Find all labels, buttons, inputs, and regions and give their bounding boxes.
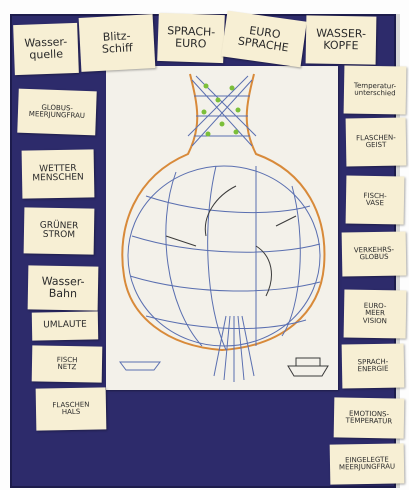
card-eingelegtemeerjungfrau: EINGELEGTE MEERJUNGFRAU [330, 443, 405, 484]
ship [120, 362, 160, 370]
card-gruenerstrom: GRÜNER STROM [24, 207, 95, 254]
neck-grid [188, 76, 256, 146]
card-fischvase: FISCH- VASE [346, 175, 405, 224]
card-umlaute: UMLAUTE [32, 311, 98, 340]
card-wettermenschen: WETTER MENSCHEN [22, 149, 95, 198]
vase-globe-sketch [106, 66, 338, 390]
card-globusmeerjungfrau: GLOBUS- MEERJUNGFRAU [17, 89, 96, 136]
card-blitzschiff: Blitz- Schiff [79, 14, 156, 72]
card-fischnetz: FISCH NETZ [32, 345, 103, 382]
card-wasserkopfe: WASSER- KOPFE [306, 15, 377, 64]
card-spracheuro: SPRACH- EURO [157, 13, 225, 63]
card-eurosprache: EURO SPRACHE [221, 11, 307, 68]
card-wasserquelle: Wasser- quelle [13, 23, 79, 75]
card-flaschengeist: FLASCHEN- GEIST [346, 117, 407, 166]
card-wasserbahn: Wasser- Bahn [28, 265, 99, 310]
boat [288, 358, 328, 376]
card-flaschenhals: FLASCHEN HALS [36, 387, 107, 430]
card-euromeervision: EURO- MEER VISION [344, 289, 407, 338]
card-sprachenergie: SPRACH- ENERGIE [342, 343, 405, 388]
card-verkehrsglobus: VERKEHRS- GLOBUS [342, 231, 407, 276]
arrows [166, 186, 296, 296]
card-emotionstemperatur: EMOTIONS- TEMPERATUR [334, 397, 405, 438]
card-temperaturunterschied: Temperatur- unterschied [344, 65, 407, 114]
vase-globe-poster [106, 66, 338, 390]
